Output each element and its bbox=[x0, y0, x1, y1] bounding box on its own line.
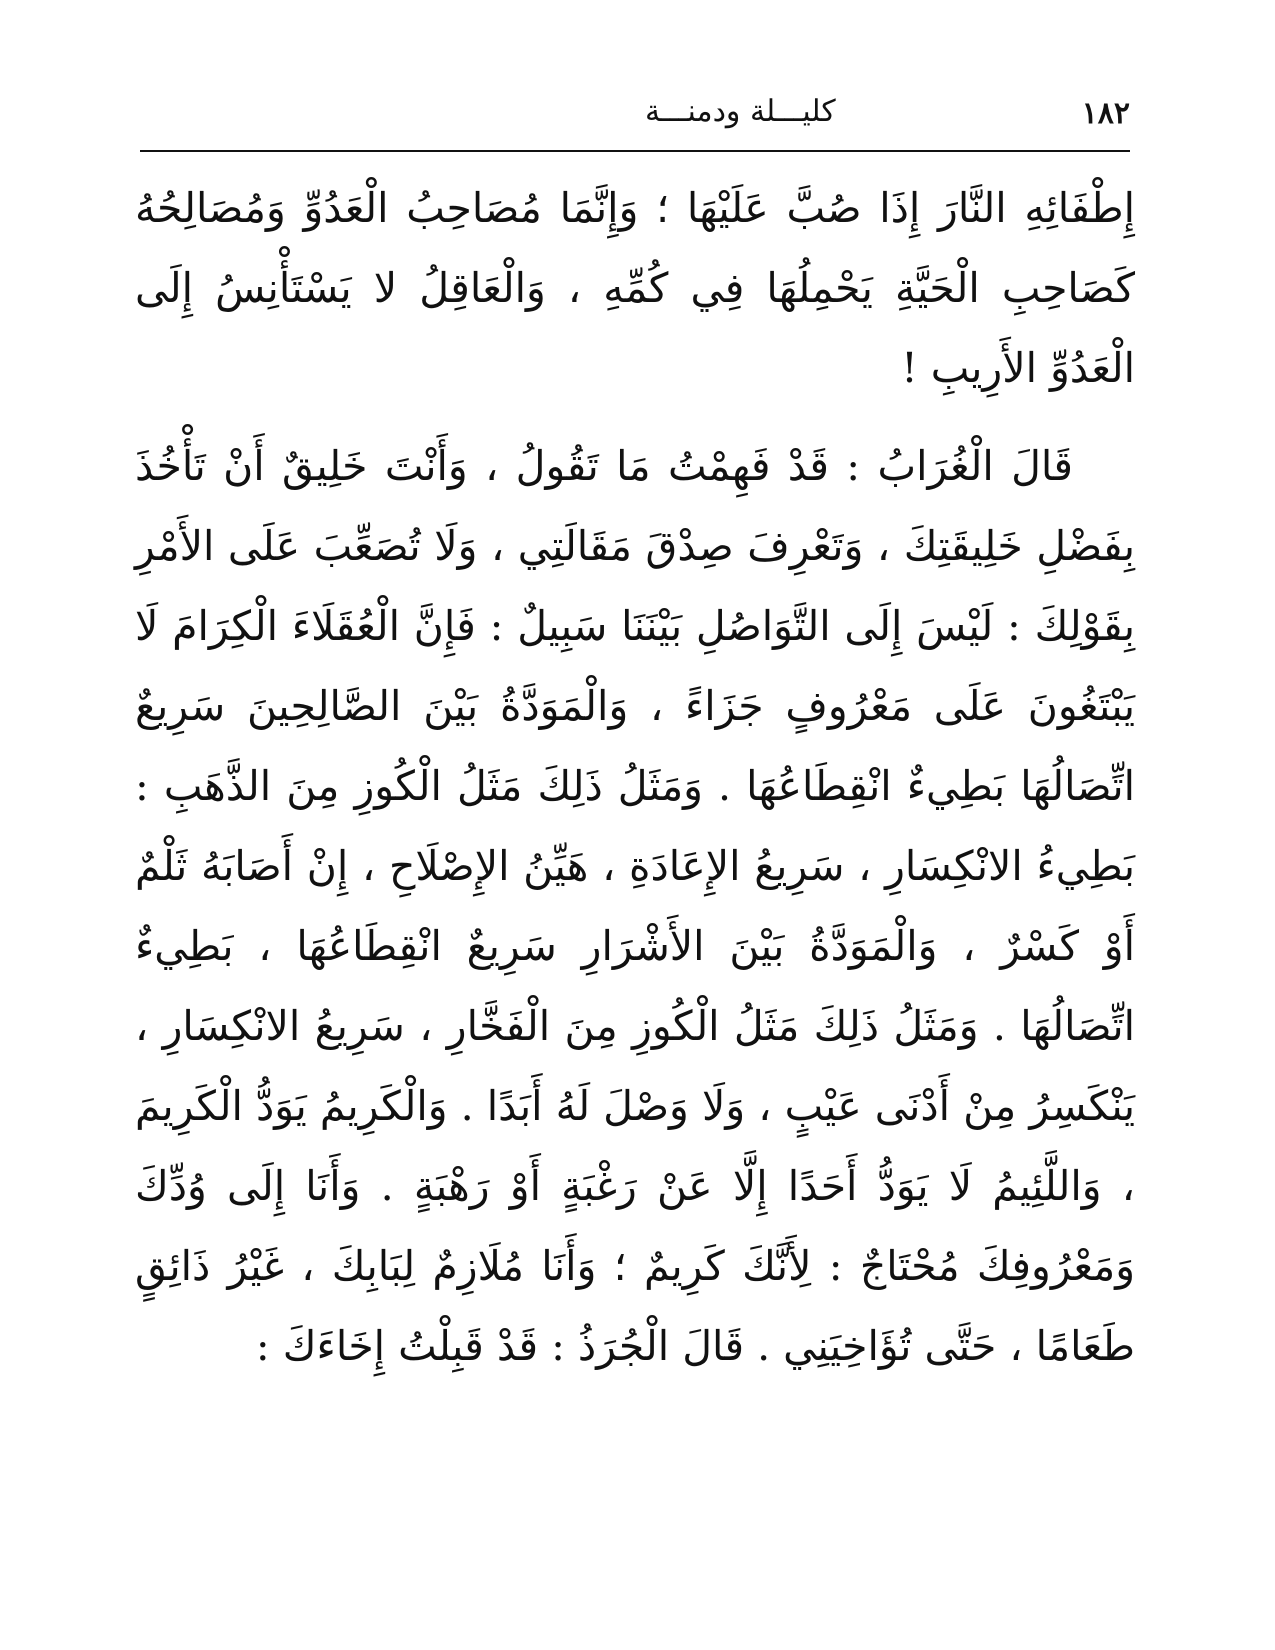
header-rule bbox=[140, 150, 1130, 152]
page-header bbox=[140, 92, 1130, 142]
body-text bbox=[135, 168, 1135, 1386]
running-title: كليـــلة ودمنـــة bbox=[645, 94, 836, 129]
paragraph-2: قَالَ الْغُرَابُ : قَدْ فَهِمْتُ مَا تَقُولُ ، وَأَنْتَ خَلِيقٌ أَنْ تَأْخُذَ بِفَضْلِ خَلِيقَتِكَ ، وَتَعْرِفَ صِدْقَ مَقَالَتِي ، وَلَا تُصَعِّبَ عَلَى الأَمْرِ بِقَوْلِكَ : لَيْسَ إِلَى التَّوَاصُلِ بَيْنَنَا سَبِيلٌ : فَإِنَّ الْعُقَلَاءَ الْكِرَامَ لَا يَبْتَغُونَ عَلَى مَعْرُوفٍ جَزَاءً ، وَالْمَوَدَّةُ بَيْنَ الصَّالِحِينَ سَرِيعٌ اتِّصَالُهَا بَطِيءٌ انْقِطَاعُهَا . وَمَثَلُ ذَلِكَ مَثَلُ الْكُوزِ مِنَ الذَّهَبِ : بَطِيءُ الانْكِسَارِ ، سَرِيعُ الإِعَادَةِ ، هَيِّنُ الإِصْلَاحِ ، إِنْ أَصَابَهُ ثَلْمٌ أَوْ كَسْرٌ ، وَالْمَوَدَّةُ بَيْنَ الأَشْرَارِ سَرِيعٌ انْقِطَاعُهَا ، بَطِيءٌ اتِّصَالُهَا . وَمَثَلُ ذَلِكَ مَثَلُ الْكُوزِ مِنَ الْفَخَّارِ ، سَرِيعُ الانْكِسَارِ ، يَنْكَسِرُ مِنْ أَدْنَى عَيْبٍ ، وَلَا وَصْلَ لَهُ أَبَدًا . وَالْكَرِيمُ يَوَدُّ الْكَرِيمَ ، وَاللَّئِيمُ لَا يَوَدُّ أَحَدًا إِلَّا عَنْ رَغْبَةٍ أَوْ رَهْبَةٍ . وَأَنَا إِلَى وُدِّكَ وَمَعْرُوفِكَ مُحْتَاجٌ : لِأَنَّكَ كَرِيمٌ ؛ وَأَنَا مُلَازِمٌ لِبَابِكَ ، غَيْرُ ذَائِقٍ طَعَامًا ، حَتَّى تُؤَاخِيَنِي . قَالَ الْجُرَذُ : قَدْ قَبِلْتُ إِخَاءَكَ : bbox=[135, 442, 1135, 1370]
page-number: ١٨٢ bbox=[1081, 96, 1130, 131]
paragraph-1: إِطْفَائِهِ النَّارَ إِذَا صُبَّ عَلَيْهَا ؛ وَإِنَّمَا مُصَاحِبُ الْعَدُوِّ وَمُصَالِحُهُ كَصَاحِبِ الْحَيَّةِ يَحْمِلُهَا فِي كُمِّهِ ، وَالْعَاقِلُ لا يَسْتَأْنِسُ إِلَى الْعَدُوِّ الأَرِيبِ ! bbox=[135, 184, 1135, 392]
